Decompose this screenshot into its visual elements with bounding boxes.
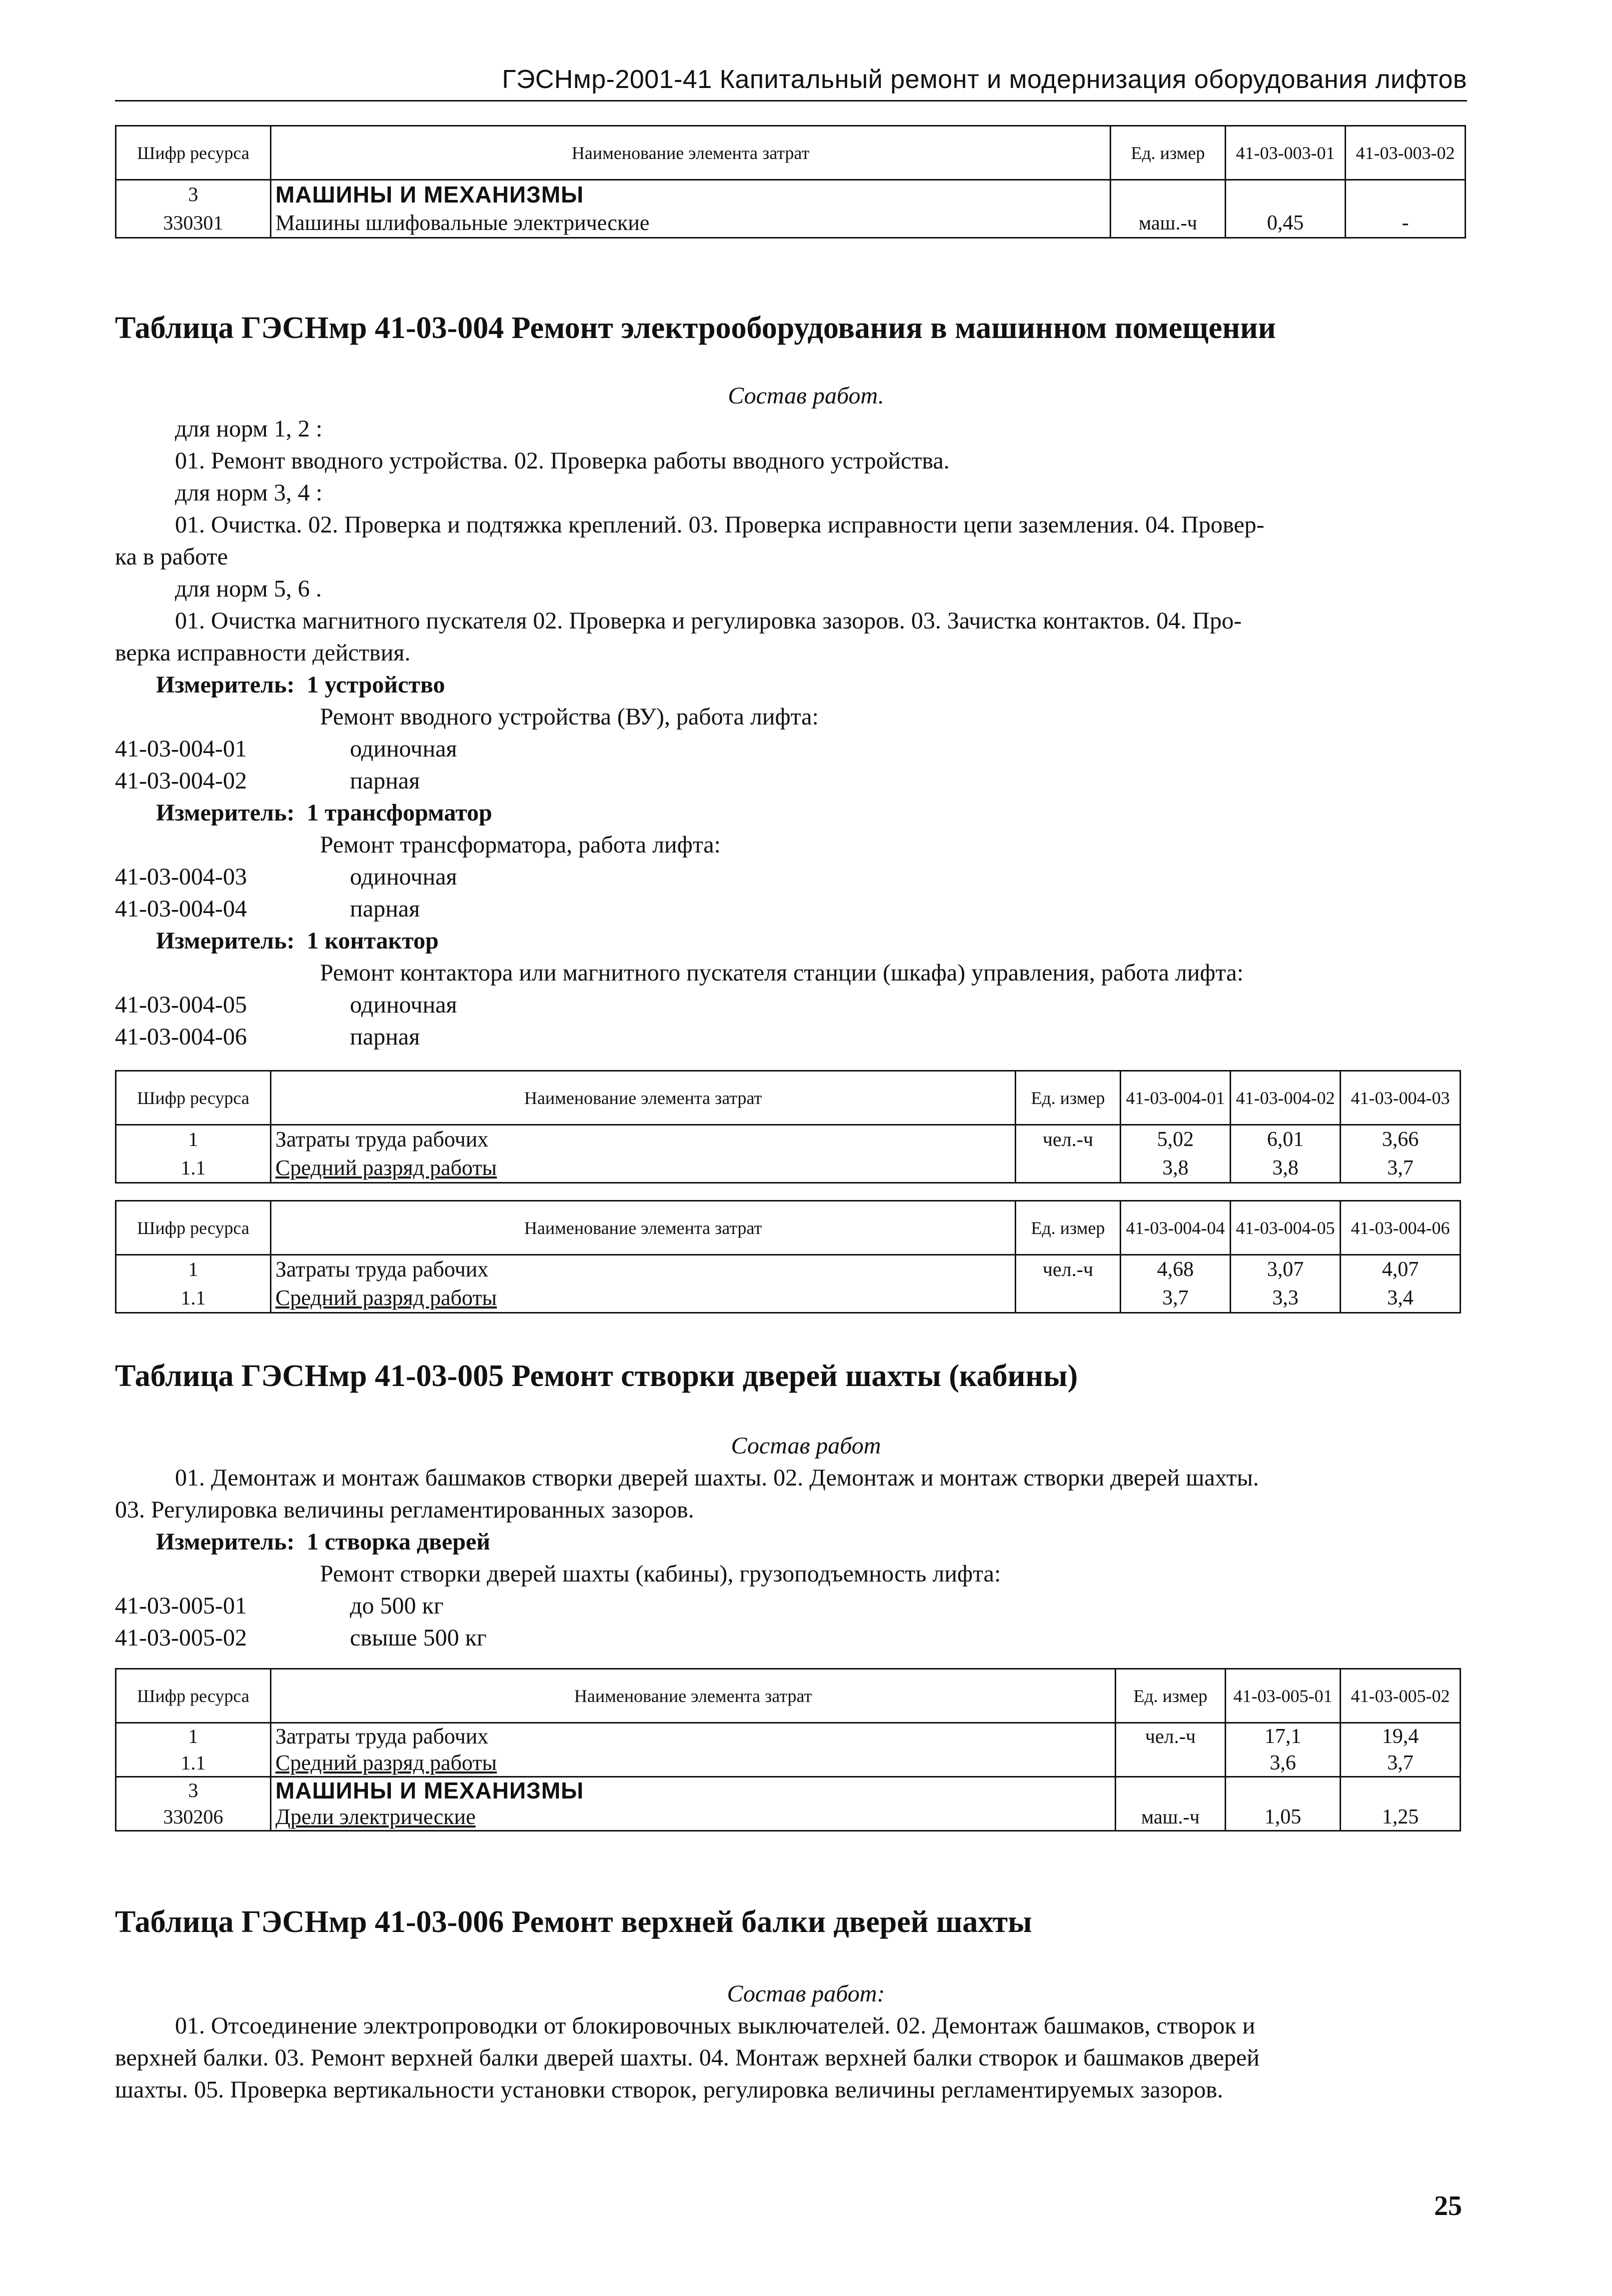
table-41-03-004-a — [115, 1070, 1461, 1184]
header-cell: Шифр ресурса — [116, 1201, 271, 1255]
composition-text: 01. Ремонт вводного устройства. 02. Проверка работы вводного устройства. — [175, 448, 950, 474]
composition-text: верка исправности действия. — [115, 640, 411, 666]
cell-unit: чел.-ч — [1116, 1723, 1226, 1750]
cell-value — [1226, 1777, 1341, 1804]
cell-name: Затраты труда рабочих — [271, 1723, 1116, 1750]
table-row — [116, 1723, 1461, 1750]
measurer-value: 1 трансформатор — [306, 800, 492, 826]
header-cell: Наименование элемента затрат — [271, 1071, 1016, 1125]
measurer-value: 1 устройство — [306, 672, 445, 698]
composition-text: ка в работе — [115, 544, 228, 570]
measurer-line — [156, 798, 492, 828]
table-title-004: Таблица ГЭСНмр 41-03-004 Ремонт электрооборудования в машинном помещении — [115, 311, 1276, 345]
header-cell: Ед. измер — [1111, 126, 1226, 180]
cell-code: 3 — [116, 180, 271, 209]
cell-unit — [1016, 1284, 1121, 1313]
cell-value: 6,01 — [1231, 1125, 1341, 1154]
measurer-value: 1 створка дверей — [306, 1528, 490, 1555]
composition-text: 03. Регулировка величины регламентированных зазоров. — [115, 1496, 694, 1523]
cell-value — [1226, 180, 1346, 209]
table-title-006: Таблица ГЭСНмр 41-03-006 Ремонт верхней балки дверей шахты — [115, 1905, 1032, 1939]
norm-text: свыше 500 кг — [350, 1624, 487, 1651]
cell-code: 330206 — [116, 1804, 271, 1831]
cell-value: 3,7 — [1121, 1284, 1231, 1313]
page-number: 25 — [1434, 2190, 1462, 2222]
measurer-line — [156, 1527, 490, 1557]
table-row — [116, 1804, 1461, 1831]
measurer-label: Измеритель: — [156, 672, 295, 698]
cell-value: - — [1346, 209, 1466, 238]
composition-text: 01. Очистка. 02. Проверка и подтяжка креплений. 03. Проверка исправности цепи заземления. 04. Провер- — [175, 512, 1265, 538]
norm-text: до 500 кг — [350, 1592, 444, 1619]
norm-code: 41-03-004-03 — [115, 864, 247, 890]
norm-text: одиночная — [350, 992, 457, 1018]
cell-unit — [1016, 1154, 1121, 1183]
norm-text: одиночная — [350, 864, 457, 890]
norm-group-label: для норм 1, 2 : — [175, 416, 323, 442]
cell-value: 3,7 — [1341, 1750, 1461, 1777]
cell-name: Средний разряд работы — [271, 1154, 1016, 1183]
norm-text: парная — [350, 768, 420, 794]
table-header-row — [116, 1071, 1461, 1125]
cell-value — [1346, 180, 1466, 209]
norm-code: 41-03-004-01 — [115, 736, 247, 762]
table-title-005: Таблица ГЭСНмр 41-03-005 Ремонт створки дверей шахты (кабины) — [115, 1359, 1078, 1393]
header-rule — [115, 100, 1467, 102]
cell-code: 1 — [116, 1723, 271, 1750]
cell-value: 3,8 — [1231, 1154, 1341, 1183]
header-cell: 41-03-003-01 — [1226, 126, 1346, 180]
header-cell: 41-03-004-03 — [1341, 1071, 1461, 1125]
cell-code: 1.1 — [116, 1750, 271, 1777]
cell-code: 3 — [116, 1777, 271, 1804]
cell-unit — [1111, 180, 1226, 209]
running-header: ГЭСНмр-2001-41 Капитальный ремонт и модернизация оборудования лифтов — [502, 65, 1467, 94]
measurer-line — [156, 926, 439, 956]
measurer-line — [156, 670, 445, 700]
cell-unit: маш.-ч — [1116, 1804, 1226, 1831]
measurer-label: Измеритель: — [156, 800, 295, 826]
header-cell: Ед. измер — [1016, 1071, 1121, 1125]
cell-value: 3,6 — [1226, 1750, 1341, 1777]
composition-heading: Состав работ. — [728, 382, 884, 409]
table-row — [116, 180, 1466, 209]
table-header-row — [116, 1669, 1461, 1723]
cell-value: 3,07 — [1231, 1255, 1341, 1284]
cell-name: Затраты труда рабочих — [271, 1255, 1016, 1284]
norm-code: 41-03-004-04 — [115, 896, 247, 922]
cell-code: 1 — [116, 1255, 271, 1284]
norm-text: одиночная — [350, 736, 457, 762]
cell-code: 1.1 — [116, 1154, 271, 1183]
norm-lead: Ремонт трансформатора, работа лифта: — [320, 832, 721, 858]
cell-code: 1.1 — [116, 1284, 271, 1313]
table-row — [116, 1284, 1461, 1313]
norm-code: 41-03-004-02 — [115, 768, 247, 794]
norm-lead: Ремонт контактора или магнитного пускателя станции (шкафа) управления, работа лифта: — [320, 960, 1244, 986]
norm-group-label: для норм 5, 6 . — [175, 576, 322, 602]
header-cell: Шифр ресурса — [116, 126, 271, 180]
cell-value: 3,7 — [1341, 1154, 1461, 1183]
composition-text: 01. Демонтаж и монтаж башмаков створки дверей шахты. 02. Демонтаж и монтаж створки дверей шахты. — [175, 1464, 1259, 1491]
header-cell: 41-03-005-01 — [1226, 1669, 1341, 1723]
header-cell: 41-03-004-02 — [1231, 1071, 1341, 1125]
cell-unit — [1116, 1777, 1226, 1804]
cell-value — [1341, 1777, 1461, 1804]
measurer-value: 1 контактор — [306, 928, 439, 954]
table-header-row — [116, 1201, 1461, 1255]
cell-value: 5,02 — [1121, 1125, 1231, 1154]
measurer-label: Измеритель: — [156, 928, 295, 954]
cell-unit — [1116, 1750, 1226, 1777]
cell-name: Машины шлифовальные электрические — [271, 209, 1111, 238]
header-cell: Ед. измер — [1016, 1201, 1121, 1255]
cell-name: МАШИНЫ И МЕХАНИЗМЫ — [271, 180, 1111, 209]
composition-text: шахты. 05. Проверка вертикальности установки створок, регулировка величины регламентируемых зазоров. — [115, 2076, 1224, 2103]
cell-value: 1,05 — [1226, 1804, 1341, 1831]
header-cell: 41-03-004-04 — [1121, 1201, 1231, 1255]
cell-value: 3,3 — [1231, 1284, 1341, 1313]
composition-heading: Состав работ — [731, 1432, 881, 1459]
cell-unit: чел.-ч — [1016, 1125, 1121, 1154]
table-row — [116, 1125, 1461, 1154]
cell-name: Средний разряд работы — [271, 1750, 1116, 1777]
header-cell: 41-03-004-06 — [1341, 1201, 1461, 1255]
measurer-label: Измеритель: — [156, 1528, 295, 1555]
composition-text: 01. Очистка магнитного пускателя 02. Проверка и регулировка зазоров. 03. Зачистка контактов. 04. Про- — [175, 608, 1242, 634]
norm-code: 41-03-004-06 — [115, 1024, 247, 1050]
header-cell: Наименование элемента затрат — [271, 1669, 1116, 1723]
cell-name: Средний разряд работы — [271, 1284, 1016, 1313]
norm-code: 41-03-004-05 — [115, 992, 247, 1018]
header-cell: Шифр ресурса — [116, 1071, 271, 1125]
norm-code: 41-03-005-02 — [115, 1624, 247, 1651]
norm-code: 41-03-005-01 — [115, 1592, 247, 1619]
norm-group-label: для норм 3, 4 : — [175, 480, 323, 506]
header-cell: 41-03-003-02 — [1346, 126, 1466, 180]
cell-value: 3,4 — [1341, 1284, 1461, 1313]
header-cell: 41-03-005-02 — [1341, 1669, 1461, 1723]
header-cell: Наименование элемента затрат — [271, 1201, 1016, 1255]
header-cell: Шифр ресурса — [116, 1669, 271, 1723]
cell-value: 4,07 — [1341, 1255, 1461, 1284]
table-row — [116, 209, 1466, 238]
cell-value: 17,1 — [1226, 1723, 1341, 1750]
table-header-row — [116, 126, 1466, 180]
table-41-03-005 — [115, 1668, 1461, 1832]
norm-lead: Ремонт вводного устройства (ВУ), работа лифта: — [320, 704, 819, 730]
norm-lead: Ремонт створки дверей шахты (кабины), грузоподъемность лифта: — [320, 1560, 1001, 1587]
cell-code: 1 — [116, 1125, 271, 1154]
composition-heading: Состав работ: — [727, 1980, 885, 2007]
cell-code: 330301 — [116, 209, 271, 238]
cell-name: МАШИНЫ И МЕХАНИЗМЫ — [271, 1777, 1116, 1804]
table-row — [116, 1777, 1461, 1804]
cell-value: 3,66 — [1341, 1125, 1461, 1154]
cell-value: 3,8 — [1121, 1154, 1231, 1183]
composition-text: верхней балки. 03. Ремонт верхней балки дверей шахты. 04. Монтаж верхней балки створок и башмаков дверей — [115, 2044, 1260, 2071]
table-41-03-003 — [115, 125, 1466, 238]
cell-name: Дрели электрические — [271, 1804, 1116, 1831]
table-41-03-004-b — [115, 1200, 1461, 1314]
composition-text: 01. Отсоединение электропроводки от блокировочных выключателей. 02. Демонтаж башмаков, створок и — [175, 2012, 1256, 2039]
header-cell: 41-03-004-05 — [1231, 1201, 1341, 1255]
header-cell: 41-03-004-01 — [1121, 1071, 1231, 1125]
table-row — [116, 1154, 1461, 1183]
cell-name: Затраты труда рабочих — [271, 1125, 1016, 1154]
cell-value: 19,4 — [1341, 1723, 1461, 1750]
cell-unit: маш.-ч — [1111, 209, 1226, 238]
cell-unit: чел.-ч — [1016, 1255, 1121, 1284]
cell-value: 0,45 — [1226, 209, 1346, 238]
table-row — [116, 1750, 1461, 1777]
cell-value: 4,68 — [1121, 1255, 1231, 1284]
cell-value: 1,25 — [1341, 1804, 1461, 1831]
norm-text: парная — [350, 896, 420, 922]
header-cell: Ед. измер — [1116, 1669, 1226, 1723]
norm-text: парная — [350, 1024, 420, 1050]
table-row — [116, 1255, 1461, 1284]
header-cell: Наименование элемента затрат — [271, 126, 1111, 180]
